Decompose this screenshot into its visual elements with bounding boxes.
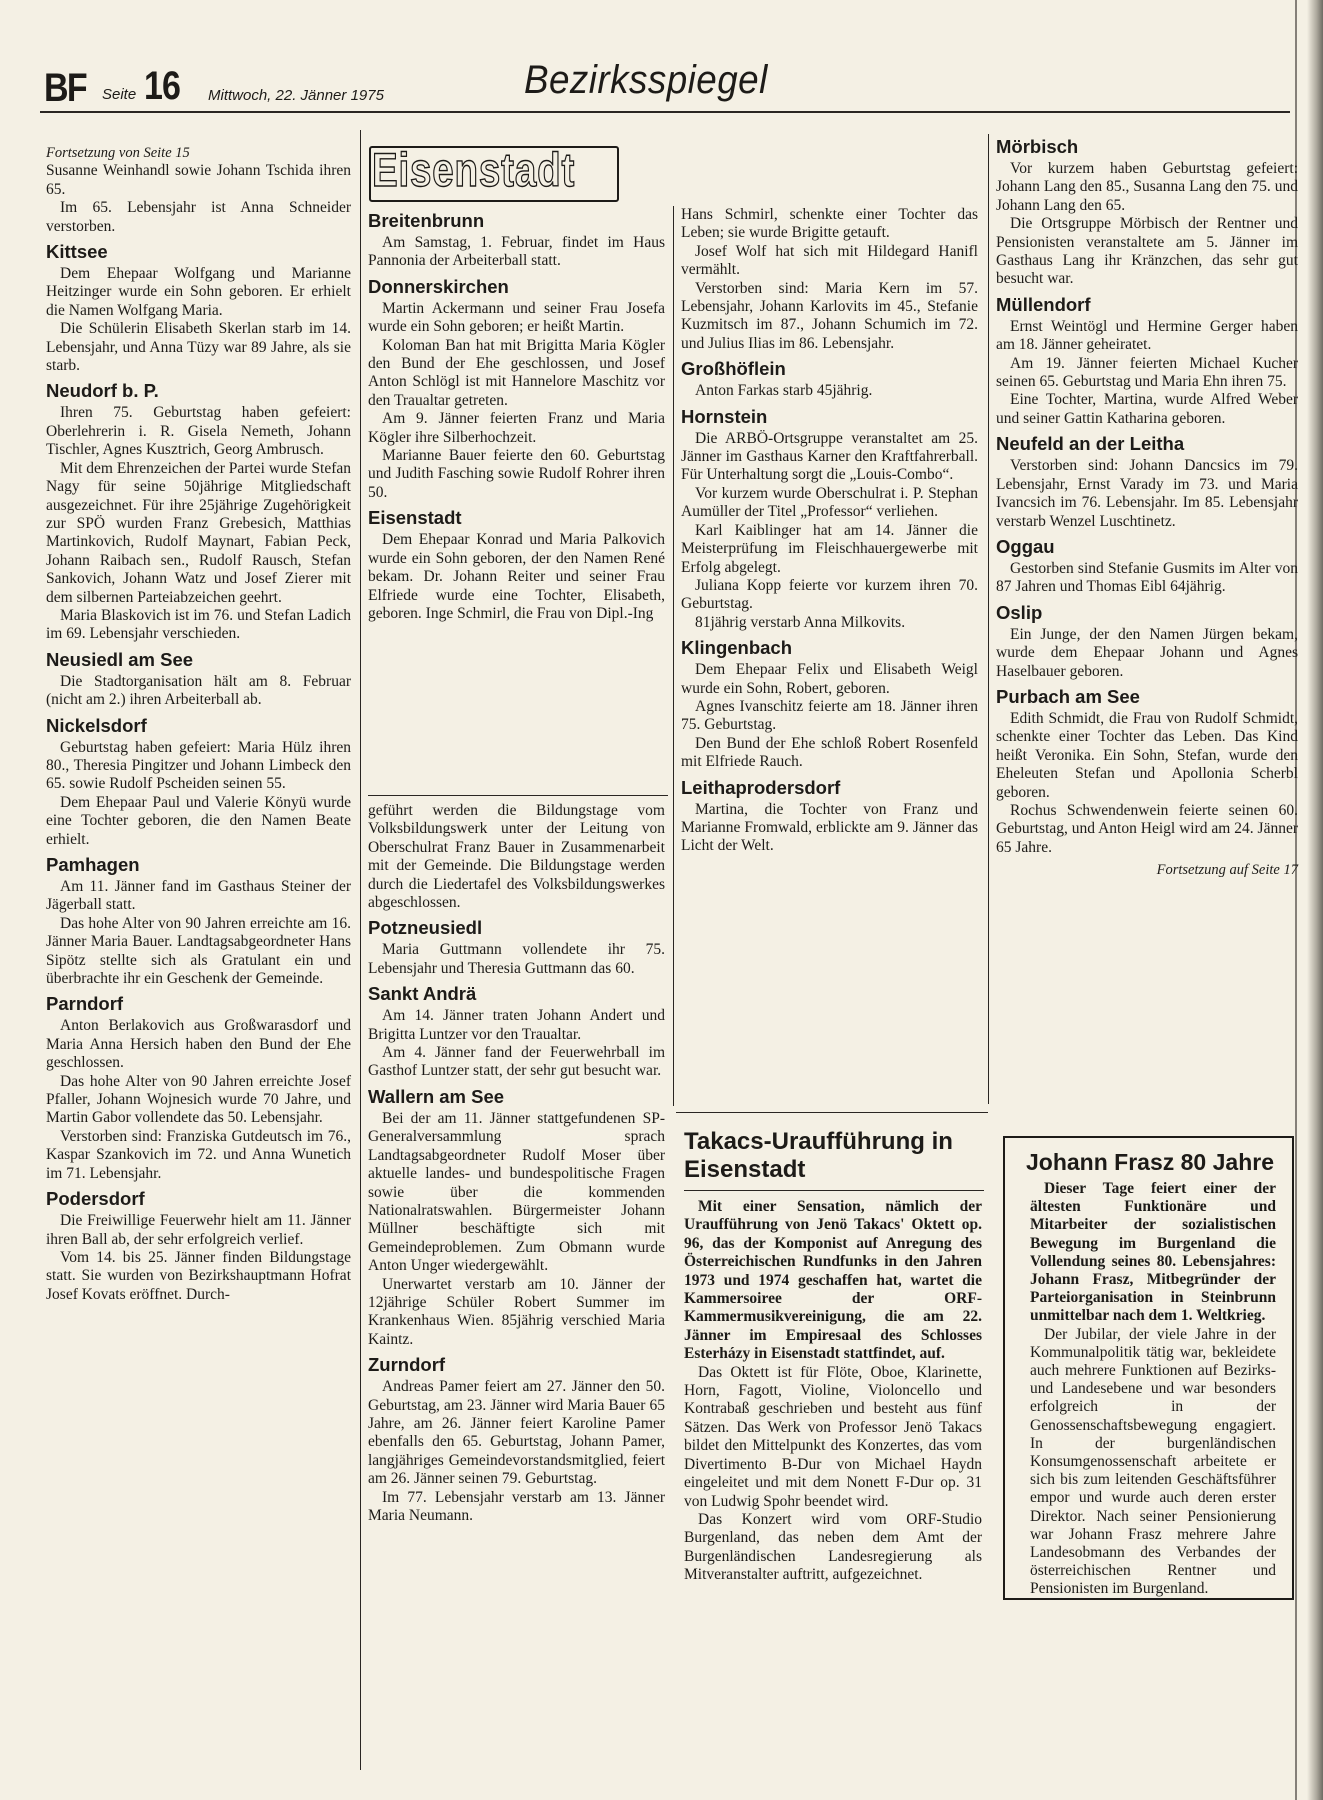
location-heading: Zurndorf <box>368 1354 446 1376</box>
paragraph: Maria Guttmann vollendete ihr 75. Lebensjahr und Theresia Guttmann das 60. <box>368 941 665 977</box>
paragraph: Ihren 75. Geburtstag haben gefeiert: Oberlehrerin i. R. Gisela Nemeth, Johann Tischler, Agnes Kusztrich, Georg Ambrusch. <box>46 404 351 459</box>
location-heading: Wallern am See <box>368 1085 505 1107</box>
location-heading: Leithaprodersdorf <box>681 776 841 798</box>
paragraph: Das hohe Alter von 90 Jahren erreichte Josef Pfaller, Johann Wojnesich wurde 70 Jahre, und Martin Gabor vollendete das 50. Lebensjahr. <box>46 1072 351 1127</box>
location-heading: Purbach am See <box>996 685 1140 707</box>
frasz-article <box>1030 1180 1276 1599</box>
paragraph: Dem Ehepaar Paul und Valerie Könyü wurde eine Tochter geboren, die den Namen Beate erhielt. <box>46 793 351 848</box>
section-rule <box>676 1112 988 1113</box>
paragraph: Die Freiwillige Feuerwehr hielt am 11. Jänner ihren Ball ab, der sehr erfolgreich verlief. <box>46 1212 351 1248</box>
paragraph: Unerwartet verstarb am 10. Jänner der 12jährige Schüler Robert Summer im Krankenhaus Wien. 85jährig verschied Maria Kaintz. <box>368 1275 665 1348</box>
paragraph: Martin Ackermann und seiner Frau Josefa wurde ein Sohn geboren; er heißt Martin. <box>368 299 665 336</box>
paragraph: Dem Ehepaar Wolfgang und Marianne Heitzinger wurde ein Sohn geboren. Er erhielt die Namen Wolfgang Maria. <box>46 265 351 319</box>
page-label: Seite <box>102 86 137 103</box>
column-2 <box>368 208 665 623</box>
paragraph: Andreas Pamer feiert am 27. Jänner den 50. Geburtstag, am 23. Jänner wird Maria Bauer 65 Jahre, am 26. Jänner feiert Karoline Pamer ebenfalls den 65. Geburtstag, Johann Pamer, langjähriges Gemeindevorstandsmitglied, feiert am 26. Jänner seinen 79. Geburtstag. <box>368 1378 665 1488</box>
paragraph: Mit dem Ehrenzeichen der Partei wurde Stefan Nagy für seine 50jährige Mitgliedschaft ausgezeichnet. Für ihre 25jährige Zugehörigkeit zur SPÖ wurden Franz Grebesich, Matthias Martinkovich, Rudolf Maynart, Fabian Peck, Johann Raibach sen., Rudolf Rausch, Stefan Sankovich, Johann Watz und Josef Zierer mit dem silbernen Parteiabzeichen geehrt. <box>46 459 351 606</box>
takacs-headline-rule <box>684 1190 984 1191</box>
paragraph: Das Konzert wird vom ORF-Studio Burgenland, das neben dem Amt der Burgenländischen Landesregierung als Mitveranstalter auftritt, aufgezeichnet. <box>684 1510 982 1584</box>
column-rule <box>988 134 989 1104</box>
page-number: 16 <box>144 64 181 108</box>
location-heading: Neusiedl am See <box>46 648 194 670</box>
column-3 <box>681 206 978 856</box>
location-heading: Hornstein <box>681 405 768 427</box>
paragraph: Die ARBÖ-Ortsgruppe veranstaltet am 25. Jänner im Gasthaus Karner den Kraftfahrerball. Für Unterhaltung sorgt die „Louis-Combo“. <box>681 429 978 484</box>
paragraph: Am 4. Jänner fand der Feuerwehrball im Gasthof Luntzer statt, der sehr gut besucht war. <box>368 1044 665 1080</box>
continued-to-note: Fortsetzung auf Seite 17 <box>1156 862 1298 879</box>
paragraph: geführt werden die Bildungstage vom Volksbildungswerk unter der Leitung von Oberschulrat Franz Bauer in Zusammenarbeit mit der Gemeinde. Die Bildungstage werden durch die Liedertafel des Volksbildungswerkes abgeschlossen. <box>368 802 665 912</box>
column-rule <box>673 206 674 1106</box>
paragraph: Dem Ehepaar Konrad und Maria Palkovich wurde ein Sohn geboren, der den Namen René bekam. Dr. Johann Reiter und seiner Frau Elfriede wurde eine Tochter, Elisabeth, geboren. Inge Schmirl, die Frau von Dipl.-Ing <box>368 531 665 622</box>
location-heading: Neudorf b. P. <box>46 380 159 402</box>
paragraph: Edith Schmidt, die Frau von Rudolf Schmidt, schenkte einer Tochter das Leben. Das Kind heißt Veronika. Ein Sohn, Stefan, wurde den Eheleuten Stefan und Apollonia Scherbl geboren. <box>996 709 1298 801</box>
paragraph: Josef Wolf hat sich mit Hildegard Hanifl vermählt. <box>681 242 978 279</box>
paragraph: Anton Farkas starb 45jährig. <box>695 382 873 400</box>
location-heading: Oggau <box>996 535 1055 557</box>
paragraph: Rochus Schwendenwein feierte seinen 60. Geburtstag, und Anton Heigl wird am 24. Jänner 65 Jahre. <box>996 801 1298 856</box>
column-4 <box>996 134 1298 880</box>
location-heading: Potzneusiedl <box>368 917 483 939</box>
location-heading: Kittsee <box>46 241 108 263</box>
paragraph: Vor kurzem wurde Oberschulrat i. P. Stephan Aumüller der Titel „Professor“ verliehen. <box>681 484 978 521</box>
paragraph: Verstorben sind: Franziska Gutdeutsch im 76., Kaspar Szankovich im 72. und Anna Wunetich im 71. Lebensjahr. <box>46 1127 351 1182</box>
location-heading: Klingenbach <box>681 637 793 659</box>
paragraph: Das hohe Alter von 90 Jahren erreichte am 16. Jänner Maria Bauer. Landtagsabgeordneter Hans Sipötz stellte sich als Gratulant ein und überbrachte ihr ein Geschenk der Gemeinde. <box>46 914 351 988</box>
paragraph: Das Oktett ist für Flöte, Oboe, Klarinette, Horn, Fagott, Violine, Violoncello und Kontrabaß geschrieben und besteht aus fünf Sätzen. Das Werk von Professor Jenö Takacs bildet den Mittelpunkt des Konzertes, das vom Divertimento B-Dur von Michael Haydn eingeleitet und mit dem Nonett F-Dur op. 31 von Ludwig Spohr beendet wird. <box>684 1363 982 1510</box>
issue-date: Mittwoch, 22. Jänner 1975 <box>208 87 384 104</box>
section-title: Bezirksspiegel <box>524 58 768 102</box>
paragraph: Am 11. Jänner fand im Gasthaus Steiner der Jägerball statt. <box>46 878 351 914</box>
header-rule <box>40 111 1290 113</box>
column-rule <box>360 130 361 1770</box>
location-heading: Pamhagen <box>46 854 140 875</box>
paragraph: Den Bund der Ehe schloß Robert Rosenfeld mit Elfriede Rauch. <box>681 734 978 771</box>
location-heading: Sankt Andrä <box>368 983 477 1005</box>
paper-logo: BF <box>44 66 86 110</box>
takacs-article <box>684 1198 982 1585</box>
paragraph: Vor kurzem haben Geburtstag gefeiert: Johann Lang den 85., Susanna Lang den 75. und Johann Lang den 65. <box>996 160 1298 214</box>
section-rule <box>368 795 668 796</box>
paragraph: Der Jubilar, der viele Jahre in der Kommunalpolitik tätig war, bekleidete auch mehrere Funktionen auf Bezirks- und Landesebene und war besonders erfolgreich in der Genossenschaftsbewegung engagiert. In der burgenländischen Konsumgenossenschaft arbeitete er sich bis zum leitenden Geschäftsführer empor und wurde auch deren erster Direktor. Nach seiner Pensionierung war Johann Frasz mehrere Jahre Landesobmann des Verbandes der österreichischen Rentner und Pensionisten im Burgenland. <box>1030 1325 1276 1598</box>
paragraph: Die Ortsgruppe Mörbisch der Rentner und Pensionisten veranstaltete am 5. Jänner im Gasthaus Lang ihr Kränzchen, das sehr gut besucht war. <box>996 215 1298 288</box>
paragraph: Die Schülerin Elisabeth Skerlan starb im 14. Lebensjahr, und Anna Tüzy war 89 Jahre, als sie starb. <box>46 320 351 375</box>
paragraph: Am Samstag, 1. Februar, findet im Haus Pannonia der Arbeiterball statt. <box>368 234 665 270</box>
paragraph: Juliana Kopp feierte vor kurzem ihren 70. Geburtstag. <box>681 576 978 613</box>
paragraph: Hans Schmirl, schenkte einer Tochter das Leben; sie wurde Brigitte getauft. <box>681 206 978 242</box>
paragraph: Vom 14. bis 25. Jänner finden Bildungstage statt. Sie wurden von Bezirkshauptmann Hofrat Josef Kovats eröffnet. Durch- <box>46 1248 351 1303</box>
article-lead: Dieser Tage feiert einer der ältesten Funktionäre und Mitarbeiter der sozialistischen Bewegung im Burgenland die Vollendung seines 80. Lebensjahres: Johann Frasz, Mitbegründer der Parteiorganisation in Steinbrunn unmittelbar nach dem 1. Weltkrieg. <box>1030 1180 1276 1325</box>
location-heading: Donnerskirchen <box>368 275 509 297</box>
location-heading: Müllendorf <box>996 293 1091 315</box>
paragraph: Am 14. Jänner traten Johann Andert und Brigitta Luntzer vor den Traualtar. <box>368 1007 665 1043</box>
paragraph: Ein Junge, der den Namen Jürgen bekam, wurde dem Ehepaar Johann und Agnes Haselbauer geboren. <box>996 625 1298 680</box>
paragraph: 81jährig verstarb Anna Milkovits. <box>695 613 906 631</box>
article-lead: Mit einer Sensation, nämlich der Uraufführung von Jenö Takacs' Oktett op. 96, das der Komponist auf Anregung des Österreichischen Rundfunks in den Jahren 1973 und 1974 geschaffen hat, wartet die Kammersoiree der ORF-Kammermusikvereinigung, die am 22. Jänner im Empiresaal des Schlosses Esterházy in Eisenstadt stattfindet, auf. <box>684 1198 982 1363</box>
paragraph: Maria Blaskovich ist im 76. und Stefan Ladich im 69. Lebensjahr verschieden. <box>46 606 351 643</box>
paragraph: Dem Ehepaar Felix und Elisabeth Weigl wurde ein Sohn, Robert, geboren. <box>681 661 978 697</box>
paragraph: Im 77. Lebensjahr verstarb am 13. Jänner Maria Neumann. <box>368 1488 665 1524</box>
location-heading: Oslip <box>996 601 1043 623</box>
location-heading: Großhöflein <box>681 358 786 380</box>
paragraph: Anton Berlakovich aus Großwarasdorf und Maria Anna Hersich haben den Bund der Ehe geschlossen. <box>46 1017 351 1072</box>
column-2-lower <box>368 802 665 1525</box>
paragraph: Verstorben sind: Johann Dancsics im 79. Lebensjahr, Ernst Varady im 73. und Maria Ivancsich im 76. Lebensjahr. Im 85. Lebensjahr verstarb Wenzel Luschtinetz. <box>996 457 1298 530</box>
paragraph: Agnes Ivanschitz feierte am 18. Jänner ihren 75. Geburtstag. <box>681 697 978 734</box>
location-heading: Mörbisch <box>996 136 1079 157</box>
continued-from-note: Fortsetzung von Seite 15 <box>46 145 190 161</box>
paragraph: Martina, die Tochter von Franz und Marianne Fromwald, erblickte am 9. Jänner das Licht der Welt. <box>681 800 978 855</box>
paragraph: Marianne Bauer feierte den 60. Geburtstag und Judith Fasching sowie Rudolf Rohrer ihren 50. <box>368 447 665 501</box>
paragraph: Gestorben sind Stefanie Gusmits im Alter von 87 Jahren und Thomas Eibl 64jährig. <box>996 559 1298 596</box>
frasz-headline: Johann Frasz 80 Jahre <box>1026 1149 1274 1175</box>
location-heading: Neufeld an der Leitha <box>996 433 1185 455</box>
page-edge-shadow <box>1307 0 1323 1800</box>
paragraph: Am 19. Jänner feierten Michael Kucher seinen 65. Geburtstag und Maria Ehn ihren 75. <box>996 354 1298 391</box>
column-1 <box>46 144 351 1304</box>
paragraph: Eine Tochter, Martina, wurde Alfred Weber und seiner Gattin Katharina geboren. <box>996 391 1298 427</box>
paragraph: Geburtstag haben gefeiert: Maria Hülz ihren 80., Theresia Pingitzer und Johann Limbeck den 65. sowie Rudolf Pscheiden seinen 55. <box>46 738 351 793</box>
paragraph: Susanne Weinhandl sowie Johann Tschida ihren 65. <box>46 162 351 198</box>
eisenstadt-section-title: Eisenstadt <box>372 143 576 196</box>
paragraph: Koloman Ban hat mit Brigitta Maria Kögler den Bund der Ehe geschlossen, und Josef Anton Schlögl ist mit Hannelore Maschitz vor den Traualtar getreten. <box>368 336 665 409</box>
location-heading: Parndorf <box>46 993 124 1015</box>
paragraph: Ernst Weintögl und Hermine Gerger haben am 18. Jänner geheiratet. <box>996 317 1298 354</box>
paragraph: Im 65. Lebensjahr ist Anna Schneider verstorben. <box>46 199 351 235</box>
paragraph: Karl Kaiblinger hat am 14. Jänner die Meisterprüfung im Fleischhauergewerbe mit Erfolg abgelegt. <box>681 521 978 576</box>
location-heading: Podersdorf <box>46 1188 145 1210</box>
masthead <box>40 58 1290 114</box>
location-heading: Eisenstadt <box>368 507 462 529</box>
location-heading: Breitenbrunn <box>368 210 485 231</box>
paragraph: Am 9. Jänner feierten Franz und Maria Kögler ihre Silberhochzeit. <box>368 410 665 446</box>
takacs-headline: Takacs-Uraufführung in Eisenstadt <box>684 1128 953 1183</box>
paragraph: Bei der am 11. Jänner stattgefundenen SP-Generalversammlung sprach Landtagsabgeordneter Rudolf Moser über aktuelle landes- und bundespolitische Fragen sowie über die kommenden Nationalratswahlen. Bürgermeister Johann Müllner beschäftigte sich mit Gemeindeproblemen. Zum Obmann wurde Anton Unger wiedergewählt. <box>368 1109 665 1275</box>
location-heading: Nickelsdorf <box>46 714 147 736</box>
paragraph: Die Stadtorganisation hält am 8. Februar (nicht am 2.) ihren Arbeiterball ab. <box>46 672 351 709</box>
paragraph: Verstorben sind: Maria Kern im 57. Lebensjahr, Johann Karlovits im 45., Stefanie Kuzmitsch im 87., Johann Schumich im 72. und Julius Ilias im 86. Lebensjahr. <box>681 279 978 352</box>
